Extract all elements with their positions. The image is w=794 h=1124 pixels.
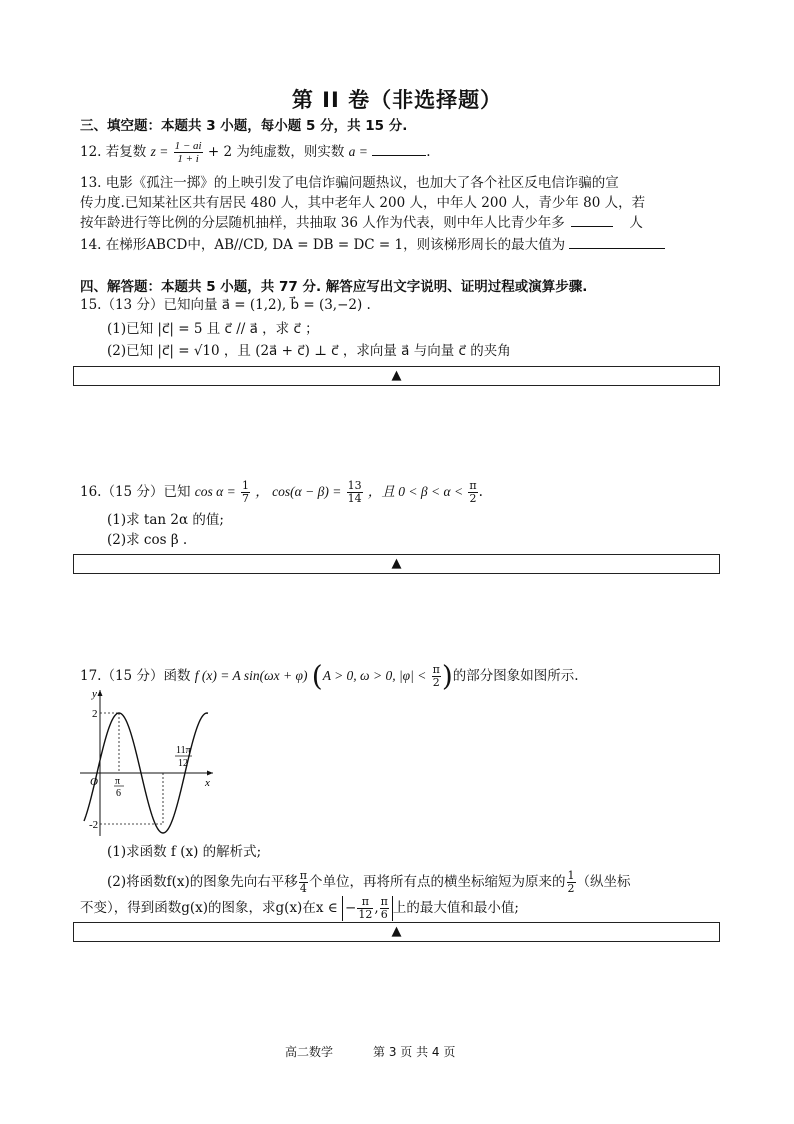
q16-part-2: (2)求 cos β . [107, 532, 188, 548]
q16-part-1: (1)求 tan 2α 的值; [107, 512, 224, 528]
q12-z: z = [150, 144, 169, 159]
y-axis-label: y [92, 688, 97, 700]
origin-label: O [90, 776, 98, 788]
q17-i2-num: π [380, 895, 388, 908]
q17-i2-den: 6 [380, 908, 388, 921]
q16-f2-den: 14 [347, 492, 362, 505]
tick-pi6-num: π [115, 776, 121, 787]
x-axis-label: x [205, 777, 210, 789]
page-title: 第 II 卷（非选择题） [291, 88, 503, 112]
q12-answer-blank[interactable] [372, 143, 426, 156]
q15-part-1: (1)已知 |c⃗| = 5 且 c⃗ // a⃗ ，求 c⃗ ； [107, 321, 319, 337]
y-min-label: -2 [89, 819, 99, 831]
q13-line-3 [80, 214, 643, 233]
q13-unit: 人 [629, 215, 643, 231]
q15-part-2: (2)已知 |c⃗| = √10 ，且 (2a⃗ + c⃗) ⊥ c⃗ ，求向量 a⃗ 与向量 c⃗ 的夹角 [107, 343, 511, 359]
q17-shift-num: π [299, 869, 308, 882]
q17-p3a: 不变），得到函数g(x)的图象，求g(x)在x ∈ [80, 900, 338, 916]
answer-marker: ▲ [391, 556, 402, 571]
q17-p2b: 个单位，再将所有点的横坐标缩短为原来的 [309, 874, 566, 890]
q16-f3-num: π [469, 479, 477, 492]
q15-answer-box[interactable] [73, 366, 720, 386]
y-axis-arrow [98, 690, 103, 696]
q17-answer-box[interactable] [73, 922, 720, 942]
q12-fraction [174, 140, 203, 165]
q16-frac-2 [347, 480, 363, 505]
q15-stem: 15.（13 分）已知向量 a⃗ = (1,2), b⃗ = (3,−2) . [80, 297, 371, 313]
q16-f1-num: 1 [242, 479, 249, 492]
section-3-heading: 三、填空题：本题共 3 小题，每小题 5 分，共 15 分. [80, 118, 408, 134]
q17-i1-den: 12 [358, 908, 373, 921]
q12-end: . [426, 144, 431, 160]
section-4-heading: 四、解答题：本题共 5 小题，共 77 分. 解答应写出文字说明、证明过程或演算步骤. [80, 279, 588, 295]
q17-left-paren: ( [311, 659, 323, 693]
q12-tail: + 2 为纯虚数，则实数 [207, 144, 345, 160]
q14-answer-blank[interactable] [569, 236, 665, 249]
q17-cond-frac [432, 664, 441, 689]
q17-shift-den: 4 [299, 882, 307, 895]
footer-subject: 高二数学 [285, 1045, 334, 1059]
q16-stem [80, 480, 483, 505]
q17-prefix: 17.（15 分）函数 [80, 668, 191, 684]
tick-pi6-den: 6 [116, 788, 121, 799]
q17-half-den: 2 [567, 882, 575, 895]
q17-part-1: (1)求函数 f (x) 的解析式; [107, 844, 262, 860]
q13-answer-blank[interactable] [571, 214, 613, 227]
q16-cos-alpha: cos α = [194, 484, 236, 499]
q16-cos-diff: ， cos(α − β) = [255, 484, 342, 499]
y-max-label: 2 [92, 708, 98, 720]
q16-end: . [478, 484, 483, 500]
answer-marker: ▲ [391, 368, 402, 383]
q17-cond-den: 2 [432, 676, 440, 689]
q17-half-frac [567, 870, 576, 895]
question-14 [80, 236, 665, 255]
q17-interval: − $\frac{\pi}{12}$ , $\frac{\pi}{6}$ [342, 896, 393, 921]
q16-f2-num: 13 [347, 479, 362, 492]
q12-number: 12. 若复数 [80, 144, 147, 160]
q13-line-3-text: 按年龄进行等比例的分层随机抽样，共抽取 36 人作为代表，则中年人比青少年多 [80, 215, 565, 231]
q17-part-2-line-2 [80, 896, 519, 921]
tick-11pi12-num: 11π [176, 745, 191, 756]
q14-text: 14. 在梯形ABCD中，AB//CD, DA = DB = DC = 1，则该梯形周长的最大值为 [80, 237, 566, 253]
q17-interval-sign: − [345, 900, 357, 916]
q16-f1-den: 7 [242, 492, 249, 505]
q17-p3b: 上的最大值和最小值; [392, 900, 519, 916]
q16-answer-box[interactable] [73, 554, 720, 574]
q16-condition: ，且 0 < β < α < [367, 484, 464, 499]
q17-function: f (x) = A sin(ωx + φ) [194, 668, 308, 683]
sine-graph [78, 686, 223, 838]
q17-half-num: 1 [567, 869, 575, 882]
q17-condition: A > 0, ω > 0, |φ| < [322, 668, 427, 683]
q16-frac-1 [241, 480, 250, 505]
q17-interval-frac-2 [380, 896, 389, 921]
q17-tail: 的部分图象如图所示. [452, 668, 579, 684]
q17-shift-frac [299, 870, 308, 895]
answer-marker: ▲ [391, 924, 402, 939]
q17-cond-num: π [432, 663, 440, 676]
footer-page-number: 第 3 页 共 4 页 [373, 1045, 456, 1059]
q17-p2a: (2)将函数f(x)的图象先向右平移 [107, 874, 298, 890]
q16-prefix: 16.（15 分）已知 [80, 484, 191, 500]
q17-right-paren: ) [441, 659, 453, 693]
x-axis-arrow [207, 771, 213, 776]
q12-frac-den: 1 + i [177, 153, 199, 165]
tick-11pi12-den: 12 [178, 758, 188, 769]
q12-var: a = [348, 144, 368, 159]
question-12 [80, 140, 431, 165]
q12-frac-num: 1 − ai [174, 140, 202, 152]
q13-line-1: 13. 电影《孤注一掷》的上映引发了电信诈骗问题热议，也加大了各个社区反电信诈骗的宣 [80, 175, 619, 191]
q17-part-2-line-1 [107, 870, 631, 895]
q13-line-2: 传力度.已知某社区共有居民 480 人，其中老年人 200 人，中年人 200 人，青少年 80 人，若 [80, 195, 646, 211]
q16-frac-3 [468, 480, 477, 505]
q17-p2c: （纵坐标 [576, 874, 631, 890]
q16-f3-den: 2 [469, 492, 477, 505]
q17-interval-frac-1 [357, 896, 373, 921]
q17-i1-num: π [357, 896, 373, 909]
